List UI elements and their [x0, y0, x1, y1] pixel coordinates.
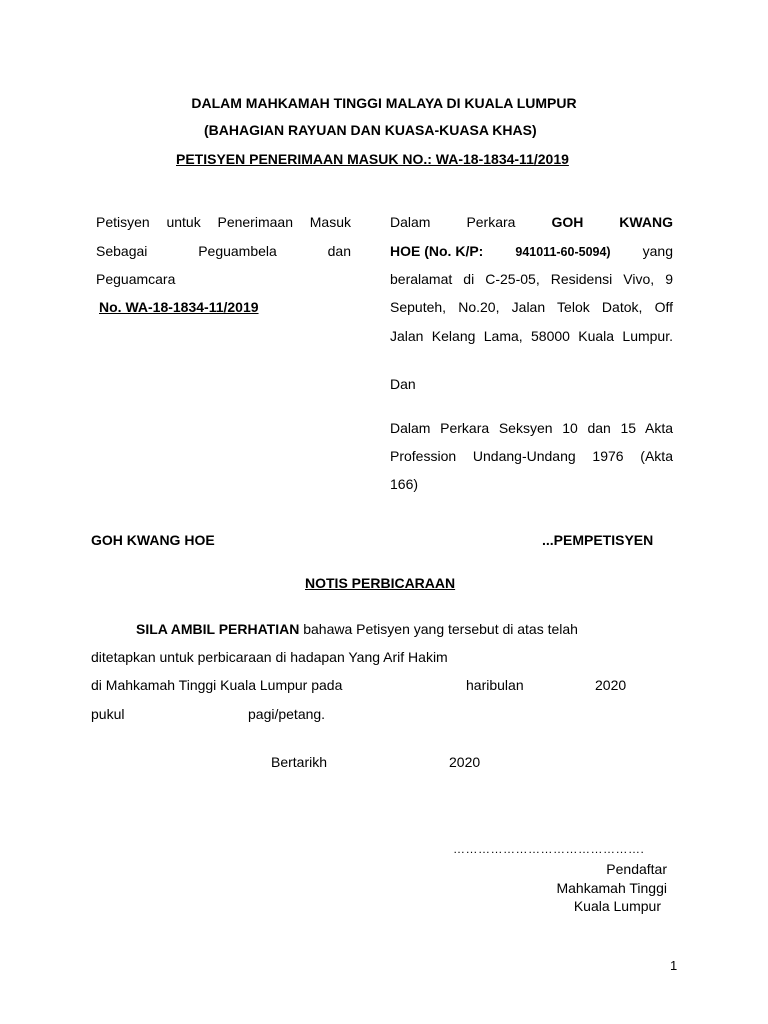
id-number: 941011-60-5094): [515, 245, 611, 259]
right-section-2: [390, 448, 673, 464]
word: Peguambela: [198, 243, 277, 259]
section-line: Dalam Perkara Seksyen 10 dan 15 Akta: [390, 420, 673, 436]
left-line-2: [96, 243, 351, 259]
address-line: Seputeh, No.20, Jalan Telok Datok, Off: [390, 299, 673, 315]
page-number: 1: [670, 958, 678, 973]
word: Perkara: [466, 214, 516, 230]
notice-paragraph-line-3a: di Mahkamah Tinggi Kuala Lumpur pada: [91, 677, 343, 693]
petitioner-name: GOH KWANG HOE: [91, 532, 215, 548]
right-line-1: [390, 214, 673, 230]
dated-year: 2020: [449, 754, 481, 770]
word: yang: [642, 243, 673, 259]
notice-paragraph-line-3b: haribulan: [466, 677, 524, 693]
id-label: HOE (No. K/P:: [390, 243, 484, 259]
right-section-3: 166): [390, 476, 419, 492]
notice-title: NOTIS PERBICARAAN: [305, 575, 456, 591]
signature-location: Kuala Lumpur: [573, 898, 661, 914]
petitioner-role: ...PEMPETISYEN: [542, 532, 654, 548]
word: KWANG: [619, 214, 673, 230]
word: Petisyen: [96, 214, 150, 230]
section-line: Profession Undang-Undang 1976 (Akta: [390, 448, 673, 464]
notice-paragraph-line-4a: pukul: [91, 706, 125, 722]
court-title: DALAM MAHKAMAH TINGGI MALAYA DI KUALA LUMPUR: [191, 95, 577, 111]
word: dan: [327, 243, 351, 259]
left-line-3: Peguamcara: [96, 271, 176, 287]
right-line-2: [390, 243, 673, 260]
right-line-4: [390, 299, 673, 315]
address-line: Jalan Kelang Lama, 58000 Kuala Lumpur.: [390, 328, 673, 344]
notice-paragraph-line-4b: pagi/petang.: [248, 706, 326, 722]
left-case-number: No. WA-18-1834-11/2019: [99, 299, 259, 315]
signature-line: ……………………………………….: [453, 842, 645, 856]
notice-emphasis: SILA AMBIL PERHATIAN: [136, 621, 300, 637]
word: Penerimaan: [217, 214, 293, 230]
notice-paragraph-line-2: ditetapkan untuk perbicaraan di hadapan Yang Arif Hakim: [91, 649, 448, 665]
right-line-5: [390, 328, 673, 344]
dated-label: Bertarikh: [271, 754, 328, 770]
notice-text: bahawa Petisyen yang tersebut di atas telah: [299, 621, 578, 637]
word: untuk: [166, 214, 201, 230]
word: Dalam: [390, 214, 431, 230]
notice-paragraph-line-1: [136, 621, 578, 637]
word: Masuk: [309, 214, 351, 230]
right-line-3: [390, 271, 673, 287]
right-and: Dan: [390, 376, 416, 392]
left-line-1: [96, 214, 351, 230]
word: GOH: [551, 214, 584, 230]
address-line: beralamat di C-25-05, Residensi Vivo, 9: [390, 271, 673, 287]
court-division: (BAHAGIAN RAYUAN DAN KUASA-KUASA KHAS): [204, 122, 537, 138]
signature-title: Pendaftar: [606, 861, 667, 877]
right-section-1: [390, 420, 673, 436]
word: Sebagai: [96, 243, 148, 259]
signature-court: Mahkamah Tinggi: [556, 880, 667, 896]
petition-number-title: PETISYEN PENERIMAAN MASUK NO.: WA-18-1834-11/2019: [176, 151, 569, 167]
notice-paragraph-line-3c: 2020: [595, 677, 627, 693]
